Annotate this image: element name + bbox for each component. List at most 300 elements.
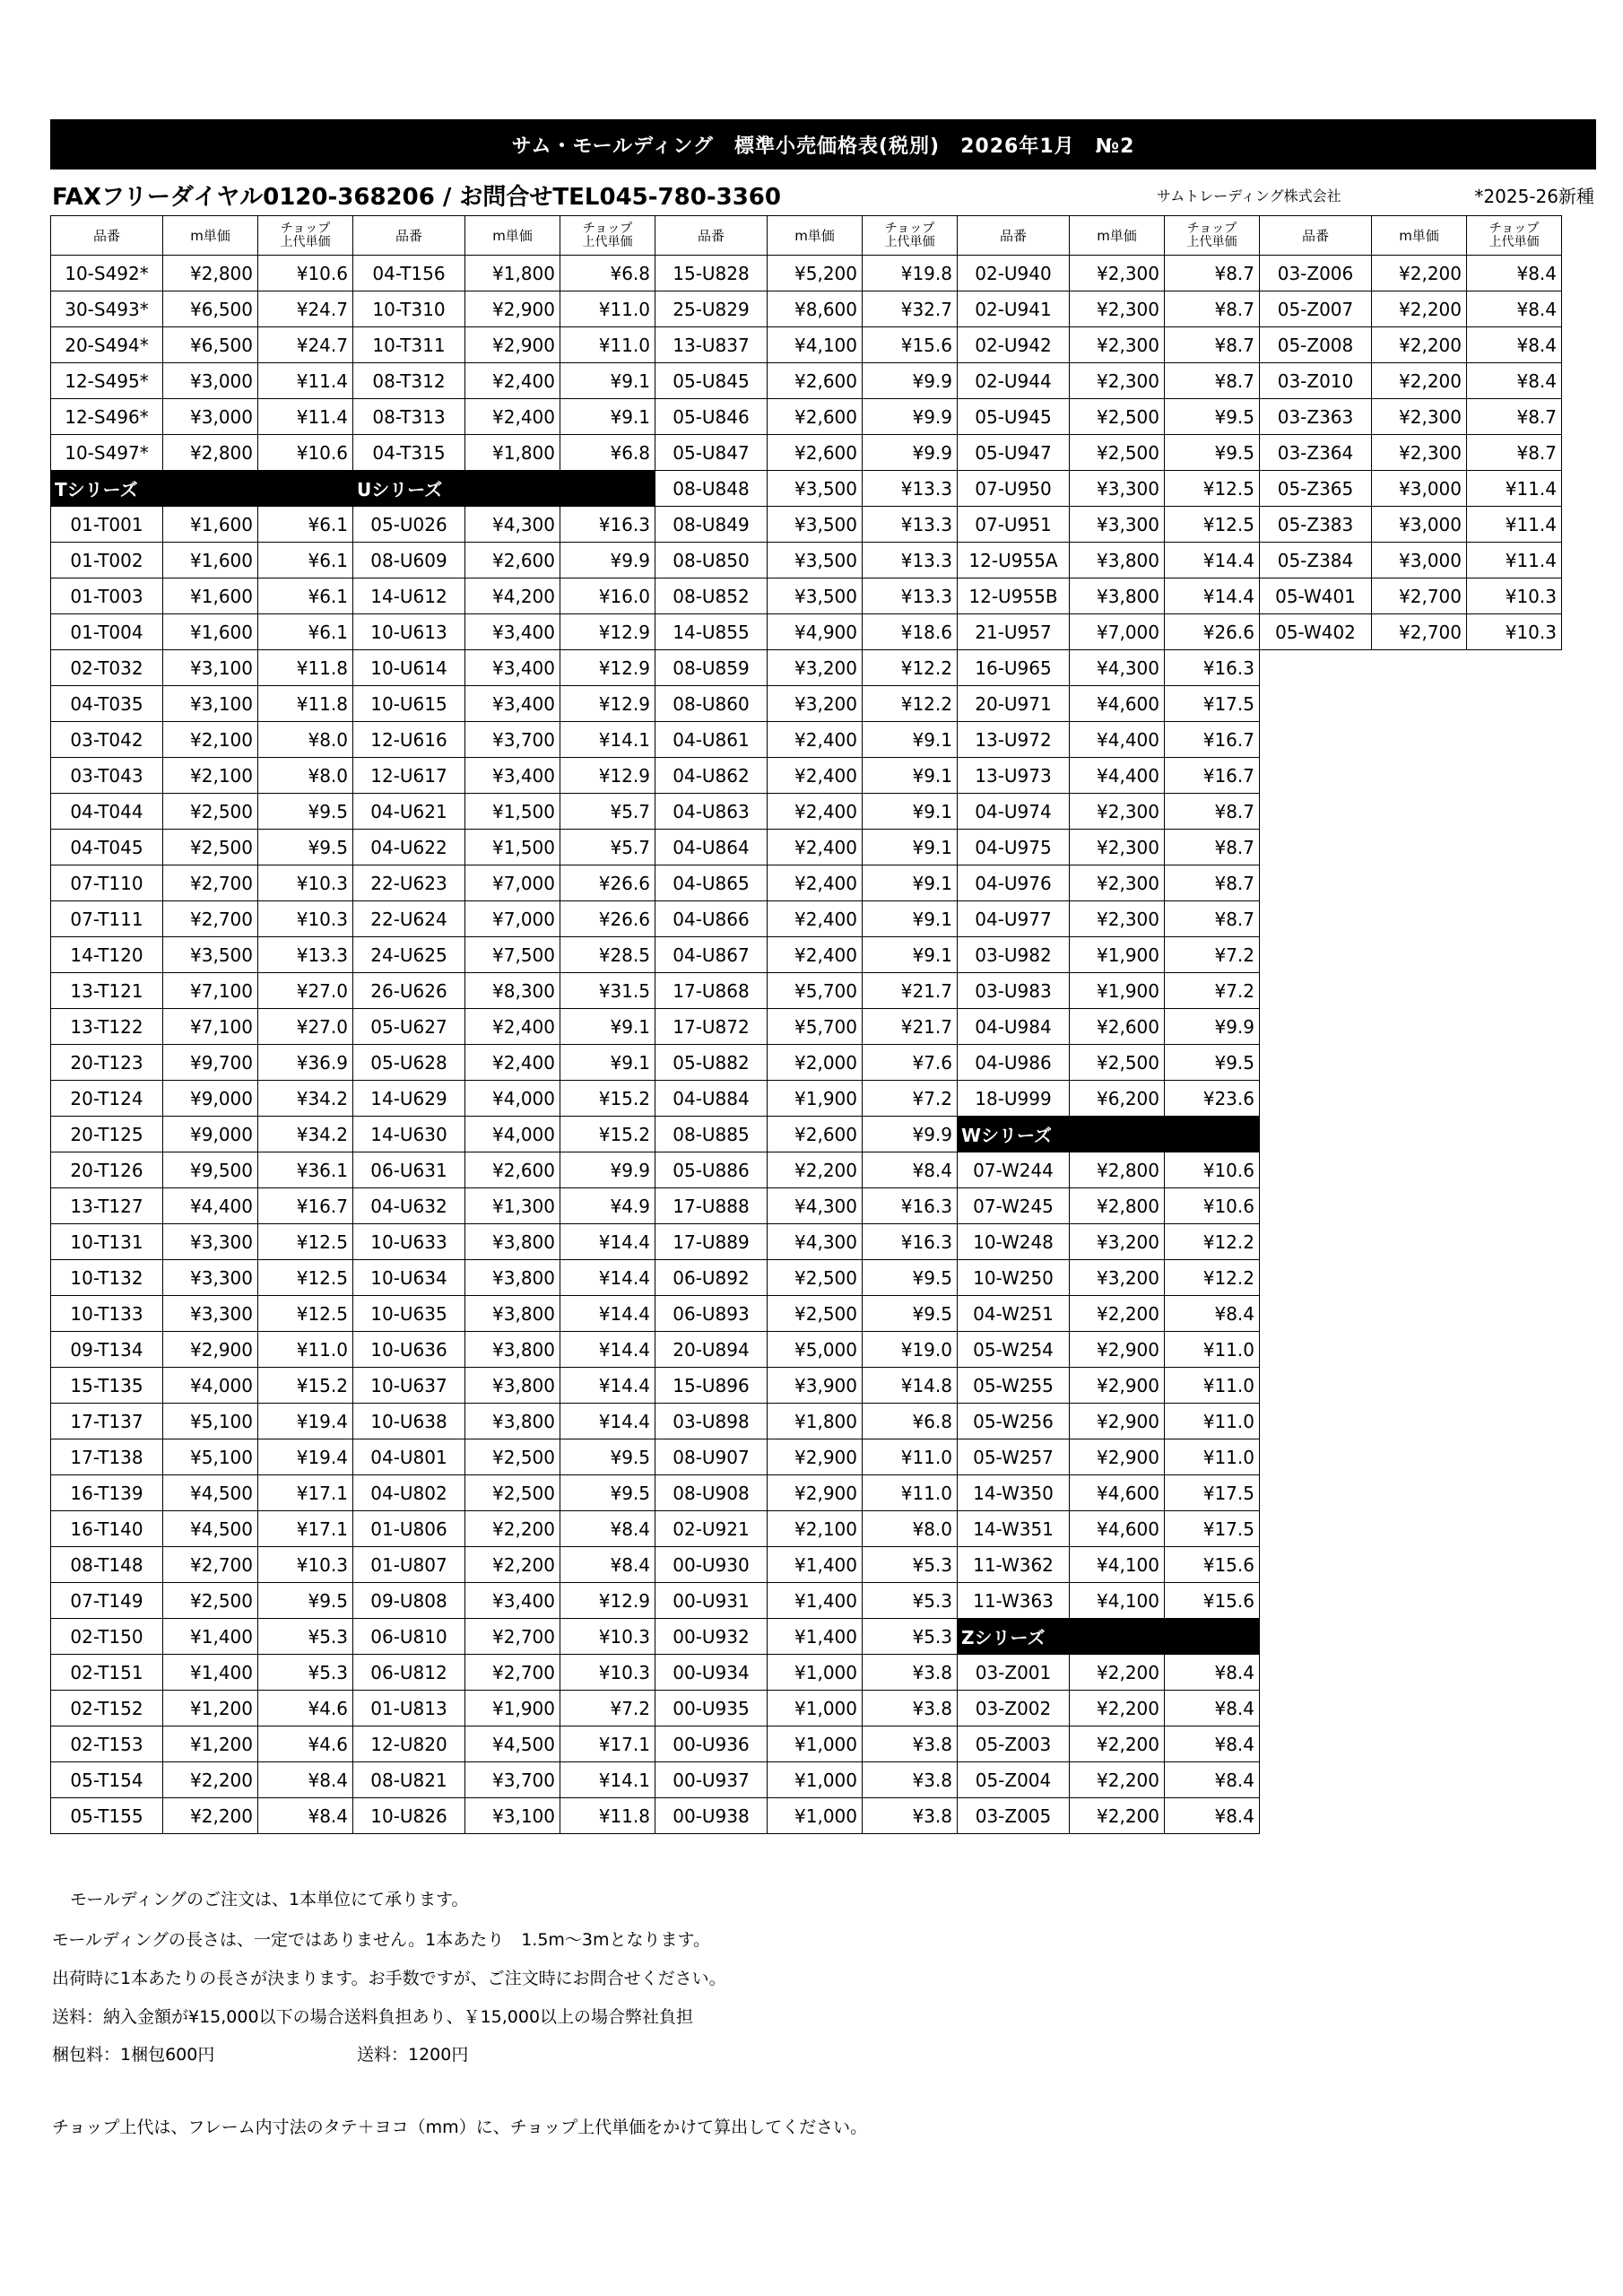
table-row xyxy=(51,1762,353,1798)
meter-price: ¥2,800 xyxy=(1070,1188,1165,1224)
table-row xyxy=(51,686,353,722)
product-code: 01-U806 xyxy=(353,1511,465,1547)
table-row xyxy=(655,1045,958,1081)
product-code: 04-U866 xyxy=(655,901,768,937)
meter-price: ¥4,300 xyxy=(1070,650,1165,686)
table-row xyxy=(958,1798,1260,1834)
product-code: 20-T125 xyxy=(51,1117,163,1152)
product-code: 10-T131 xyxy=(51,1224,163,1260)
table-row xyxy=(1260,435,1562,471)
header-chop-price: チョップ 上代単価 xyxy=(258,216,353,256)
meter-price: ¥4,400 xyxy=(163,1188,258,1224)
chop-price: ¥12.9 xyxy=(560,650,655,686)
product-code: 05-W257 xyxy=(958,1439,1070,1475)
table-row xyxy=(1260,507,1562,543)
chop-price: ¥8.7 xyxy=(1165,363,1260,399)
product-code: 30-S493* xyxy=(51,291,163,327)
product-code: 04-T156 xyxy=(353,256,465,291)
meter-price: ¥2,700 xyxy=(465,1655,560,1691)
meter-price: ¥3,800 xyxy=(1070,578,1165,614)
table-row xyxy=(655,256,958,291)
product-code: 22-U624 xyxy=(353,901,465,937)
product-code: 10-U826 xyxy=(353,1798,465,1834)
meter-price: ¥2,600 xyxy=(465,543,560,578)
chop-price: ¥14.4 xyxy=(560,1404,655,1439)
product-code: 12-U616 xyxy=(353,722,465,758)
meter-price: ¥5,700 xyxy=(768,973,863,1009)
meter-price: ¥7,000 xyxy=(1070,614,1165,650)
meter-price: ¥1,800 xyxy=(465,435,560,471)
meter-price: ¥2,400 xyxy=(465,1045,560,1081)
table-row xyxy=(655,543,958,578)
meter-price: ¥4,300 xyxy=(768,1188,863,1224)
table-row xyxy=(655,830,958,865)
table-row xyxy=(655,1475,958,1511)
product-code: 00-U934 xyxy=(655,1655,768,1691)
product-code: 25-U829 xyxy=(655,291,768,327)
meter-price: ¥2,600 xyxy=(465,1152,560,1188)
meter-price: ¥3,400 xyxy=(465,650,560,686)
table-row xyxy=(353,363,655,399)
meter-price: ¥1,400 xyxy=(768,1619,863,1655)
table-row xyxy=(655,1152,958,1188)
product-code: 13-U837 xyxy=(655,327,768,363)
meter-price: ¥4,100 xyxy=(768,327,863,363)
meter-price: ¥5,100 xyxy=(163,1439,258,1475)
chop-price: ¥27.0 xyxy=(258,1009,353,1045)
meter-price: ¥2,200 xyxy=(1070,1762,1165,1798)
table-row xyxy=(353,1332,655,1368)
meter-price: ¥2,200 xyxy=(768,1152,863,1188)
meter-price: ¥2,200 xyxy=(1070,1798,1165,1834)
meter-price: ¥2,200 xyxy=(1070,1726,1165,1762)
chop-price: ¥34.2 xyxy=(258,1081,353,1117)
product-code: 10-T133 xyxy=(51,1296,163,1332)
table-row xyxy=(353,901,655,937)
table-row xyxy=(51,291,353,327)
product-code: 05-U627 xyxy=(353,1009,465,1045)
chop-price: ¥5.7 xyxy=(560,794,655,830)
meter-price: ¥2,500 xyxy=(1070,1045,1165,1081)
chop-price: ¥17.1 xyxy=(258,1475,353,1511)
product-code: 24-U625 xyxy=(353,937,465,973)
chop-price: ¥10.6 xyxy=(258,256,353,291)
chop-price: ¥8.7 xyxy=(1467,399,1562,435)
series-header: Zシリーズ xyxy=(958,1619,1260,1655)
product-code: 00-U932 xyxy=(655,1619,768,1655)
product-code: 04-T315 xyxy=(353,435,465,471)
chop-price: ¥12.9 xyxy=(560,614,655,650)
product-code: 05-Z004 xyxy=(958,1762,1070,1798)
product-code: 09-U808 xyxy=(353,1583,465,1619)
chop-price: ¥12.5 xyxy=(258,1224,353,1260)
table-row xyxy=(353,1045,655,1081)
table-row xyxy=(958,973,1260,1009)
company-name: サムトレーディング株式会社 xyxy=(1157,187,1341,204)
meter-price: ¥3,400 xyxy=(465,686,560,722)
product-code: 10-S492* xyxy=(51,256,163,291)
note-chop-calc: チョップ上代は、フレーム内寸法のタテ＋ヨコ（mm）に、チョップ上代単価をかけて算出してください。 xyxy=(52,2118,868,2137)
product-code: 03-Z005 xyxy=(958,1798,1070,1834)
meter-price: ¥4,500 xyxy=(163,1475,258,1511)
chop-price: ¥3.8 xyxy=(863,1691,958,1726)
product-code: 05-W255 xyxy=(958,1368,1070,1404)
meter-price: ¥2,200 xyxy=(465,1511,560,1547)
meter-price: ¥1,200 xyxy=(163,1691,258,1726)
product-code: 06-U892 xyxy=(655,1260,768,1296)
table-row xyxy=(958,1224,1260,1260)
meter-price: ¥2,500 xyxy=(768,1296,863,1332)
product-code: 00-U935 xyxy=(655,1691,768,1726)
meter-price: ¥2,200 xyxy=(1372,363,1467,399)
chop-price: ¥19.4 xyxy=(258,1439,353,1475)
product-code: 05-U882 xyxy=(655,1045,768,1081)
table-row xyxy=(655,937,958,973)
chop-price: ¥9.5 xyxy=(560,1475,655,1511)
meter-price: ¥2,600 xyxy=(768,363,863,399)
meter-price: ¥3,300 xyxy=(163,1260,258,1296)
meter-price: ¥2,700 xyxy=(163,901,258,937)
meter-price: ¥2,900 xyxy=(465,327,560,363)
product-code: 12-U617 xyxy=(353,758,465,794)
meter-price: ¥9,500 xyxy=(163,1152,258,1188)
chop-price: ¥11.0 xyxy=(1165,1332,1260,1368)
product-code: 10-T132 xyxy=(51,1260,163,1296)
meter-price: ¥4,500 xyxy=(465,1726,560,1762)
chop-price: ¥26.6 xyxy=(1165,614,1260,650)
product-code: 17-U888 xyxy=(655,1188,768,1224)
table-row xyxy=(353,1511,655,1547)
fax-phone-line: FAXフリーダイヤル0120-368206 / お問合せTEL045-780-3360 xyxy=(52,183,781,211)
table-row xyxy=(353,1619,655,1655)
meter-price: ¥2,400 xyxy=(768,937,863,973)
chop-price: ¥10.3 xyxy=(258,901,353,937)
product-code: 05-U886 xyxy=(655,1152,768,1188)
meter-price: ¥2,700 xyxy=(1372,614,1467,650)
meter-price: ¥3,000 xyxy=(1372,507,1467,543)
meter-price: ¥1,000 xyxy=(768,1655,863,1691)
table-row xyxy=(958,1332,1260,1368)
series-header: Tシリーズ xyxy=(51,471,353,507)
product-code: 13-U973 xyxy=(958,758,1070,794)
chop-price: ¥8.4 xyxy=(1467,291,1562,327)
table-row xyxy=(353,1655,655,1691)
chop-price: ¥15.2 xyxy=(560,1117,655,1152)
chop-price: ¥8.0 xyxy=(258,758,353,794)
meter-price: ¥2,200 xyxy=(163,1762,258,1798)
product-code: 04-U862 xyxy=(655,758,768,794)
table-row xyxy=(655,1798,958,1834)
table-row xyxy=(655,399,958,435)
meter-price: ¥9,000 xyxy=(163,1117,258,1152)
table-row xyxy=(655,1296,958,1332)
table-row xyxy=(958,1081,1260,1117)
meter-price: ¥2,400 xyxy=(465,399,560,435)
chop-price: ¥9.1 xyxy=(560,1009,655,1045)
table-row xyxy=(51,578,353,614)
meter-price: ¥4,600 xyxy=(1070,1475,1165,1511)
new-item-note: *2025-26新種 xyxy=(1474,185,1594,207)
meter-price: ¥5,100 xyxy=(163,1404,258,1439)
table-row xyxy=(353,1081,655,1117)
meter-price: ¥7,100 xyxy=(163,973,258,1009)
chop-price: ¥8.4 xyxy=(1467,256,1562,291)
table-row xyxy=(51,507,353,543)
product-code: 10-U614 xyxy=(353,650,465,686)
chop-price: ¥8.4 xyxy=(560,1547,655,1583)
product-code: 03-T043 xyxy=(51,758,163,794)
meter-price: ¥3,500 xyxy=(768,578,863,614)
table-row xyxy=(51,830,353,865)
chop-price: ¥11.4 xyxy=(1467,471,1562,507)
table-row xyxy=(353,722,655,758)
product-code: 17-U872 xyxy=(655,1009,768,1045)
chop-price: ¥16.7 xyxy=(258,1188,353,1224)
table-row xyxy=(51,865,353,901)
meter-price: ¥2,400 xyxy=(768,865,863,901)
table-row xyxy=(655,1762,958,1798)
product-code: 05-Z383 xyxy=(1260,507,1372,543)
chop-price: ¥12.2 xyxy=(863,650,958,686)
header-code: 品番 xyxy=(655,216,768,256)
product-code: 02-T150 xyxy=(51,1619,163,1655)
product-code: 01-T004 xyxy=(51,614,163,650)
table-row xyxy=(655,614,958,650)
chop-price: ¥17.5 xyxy=(1165,1475,1260,1511)
meter-price: ¥2,500 xyxy=(768,1260,863,1296)
meter-price: ¥2,900 xyxy=(163,1332,258,1368)
meter-price: ¥2,200 xyxy=(1070,1691,1165,1726)
product-code: 16-U965 xyxy=(958,650,1070,686)
meter-price: ¥4,200 xyxy=(465,578,560,614)
table-row xyxy=(51,256,353,291)
product-code: 08-T148 xyxy=(51,1547,163,1583)
chop-price: ¥27.0 xyxy=(258,973,353,1009)
product-code: 07-T110 xyxy=(51,865,163,901)
header-chop-price: チョップ 上代単価 xyxy=(1165,216,1260,256)
table-row xyxy=(51,1188,353,1224)
chop-price: ¥15.2 xyxy=(258,1368,353,1404)
meter-price: ¥1,900 xyxy=(1070,937,1165,973)
price-table xyxy=(50,215,353,1834)
table-row xyxy=(51,1404,353,1439)
meter-price: ¥2,200 xyxy=(465,1547,560,1583)
table-row xyxy=(1260,614,1562,650)
chop-price: ¥23.6 xyxy=(1165,1081,1260,1117)
chop-price: ¥9.9 xyxy=(863,435,958,471)
meter-price: ¥2,300 xyxy=(1070,865,1165,901)
note-length: モールディングの長さは、一定ではありません。1本あたり 1.5m～3mとなります。 xyxy=(52,1930,710,1950)
table-row xyxy=(655,1726,958,1762)
header-code: 品番 xyxy=(353,216,465,256)
chop-price: ¥16.3 xyxy=(560,507,655,543)
meter-price: ¥3,400 xyxy=(465,758,560,794)
chop-price: ¥8.7 xyxy=(1165,291,1260,327)
table-row xyxy=(655,758,958,794)
chop-price: ¥5.3 xyxy=(863,1619,958,1655)
chop-price: ¥3.8 xyxy=(863,1655,958,1691)
meter-price: ¥3,800 xyxy=(465,1332,560,1368)
product-code: 03-Z006 xyxy=(1260,256,1372,291)
table-row xyxy=(51,1296,353,1332)
product-code: 05-W254 xyxy=(958,1332,1070,1368)
product-code: 00-U936 xyxy=(655,1726,768,1762)
product-code: 05-U846 xyxy=(655,399,768,435)
table-row xyxy=(958,937,1260,973)
product-code: 01-T003 xyxy=(51,578,163,614)
meter-price: ¥4,000 xyxy=(465,1117,560,1152)
meter-price: ¥2,600 xyxy=(1070,1009,1165,1045)
series-header-row xyxy=(353,471,655,507)
table-row xyxy=(51,1117,353,1152)
meter-price: ¥2,500 xyxy=(163,794,258,830)
meter-price: ¥1,800 xyxy=(465,256,560,291)
product-code: 05-Z003 xyxy=(958,1726,1070,1762)
product-code: 08-U609 xyxy=(353,543,465,578)
meter-price: ¥2,900 xyxy=(768,1475,863,1511)
chop-price: ¥24.7 xyxy=(258,327,353,363)
chop-price: ¥8.7 xyxy=(1165,830,1260,865)
product-code: 05-T155 xyxy=(51,1798,163,1834)
chop-price: ¥9.5 xyxy=(560,1439,655,1475)
meter-price: ¥2,800 xyxy=(163,256,258,291)
chop-price: ¥14.8 xyxy=(863,1368,958,1404)
product-code: 16-T139 xyxy=(51,1475,163,1511)
table-row xyxy=(655,1511,958,1547)
meter-price: ¥4,500 xyxy=(163,1511,258,1547)
table-row xyxy=(51,399,353,435)
product-code: 02-T152 xyxy=(51,1691,163,1726)
chop-price: ¥8.7 xyxy=(1165,865,1260,901)
chop-price: ¥9.1 xyxy=(863,901,958,937)
product-code: 15-U828 xyxy=(655,256,768,291)
table-row xyxy=(958,686,1260,722)
product-code: 16-T140 xyxy=(51,1511,163,1547)
chop-price: ¥6.1 xyxy=(258,543,353,578)
chop-price: ¥8.4 xyxy=(560,1511,655,1547)
table-row xyxy=(51,1045,353,1081)
chop-price: ¥6.1 xyxy=(258,578,353,614)
table-row xyxy=(51,1547,353,1583)
note-order-unit: モールディングのご注文は、1本単位にて承ります。 xyxy=(70,1890,469,1909)
meter-price: ¥1,500 xyxy=(465,830,560,865)
chop-price: ¥9.9 xyxy=(1165,1009,1260,1045)
table-row xyxy=(51,1583,353,1619)
meter-price: ¥3,400 xyxy=(465,1583,560,1619)
table-row xyxy=(51,543,353,578)
chop-price: ¥12.2 xyxy=(1165,1224,1260,1260)
meter-price: ¥1,600 xyxy=(163,543,258,578)
product-code: 17-U868 xyxy=(655,973,768,1009)
chop-price: ¥12.5 xyxy=(258,1296,353,1332)
table-row xyxy=(353,1117,655,1152)
meter-price: ¥2,400 xyxy=(768,758,863,794)
product-code: 12-U955B xyxy=(958,578,1070,614)
table-row xyxy=(353,291,655,327)
meter-price: ¥3,800 xyxy=(465,1260,560,1296)
meter-price: ¥4,400 xyxy=(1070,722,1165,758)
meter-price: ¥2,200 xyxy=(163,1798,258,1834)
chop-price: ¥8.7 xyxy=(1165,794,1260,830)
chop-price: ¥9.5 xyxy=(1165,1045,1260,1081)
meter-price: ¥2,900 xyxy=(1070,1439,1165,1475)
table-row xyxy=(958,1009,1260,1045)
chop-price: ¥24.7 xyxy=(258,291,353,327)
table-row xyxy=(353,1368,655,1404)
product-code: 04-U622 xyxy=(353,830,465,865)
chop-price: ¥9.9 xyxy=(863,399,958,435)
meter-price: ¥2,300 xyxy=(1070,901,1165,937)
product-code: 10-U615 xyxy=(353,686,465,722)
chop-price: ¥36.1 xyxy=(258,1152,353,1188)
table-row xyxy=(655,865,958,901)
product-code: 02-T153 xyxy=(51,1726,163,1762)
meter-price: ¥1,800 xyxy=(768,1404,863,1439)
product-code: 02-U921 xyxy=(655,1511,768,1547)
product-code: 04-U976 xyxy=(958,865,1070,901)
product-code: 21-U957 xyxy=(958,614,1070,650)
table-row xyxy=(353,1547,655,1583)
chop-price: ¥8.7 xyxy=(1165,327,1260,363)
meter-price: ¥3,000 xyxy=(163,363,258,399)
product-code: 05-Z008 xyxy=(1260,327,1372,363)
product-code: 10-S497* xyxy=(51,435,163,471)
meter-price: ¥6,500 xyxy=(163,291,258,327)
product-code: 17-U889 xyxy=(655,1224,768,1260)
table-row xyxy=(353,1296,655,1332)
product-code: 03-U982 xyxy=(958,937,1070,973)
product-code: 08-U848 xyxy=(655,471,768,507)
series-header-row xyxy=(958,1117,1260,1152)
product-code: 11-W363 xyxy=(958,1583,1070,1619)
chop-price: ¥16.0 xyxy=(560,578,655,614)
chop-price: ¥5.3 xyxy=(258,1619,353,1655)
product-code: 07-T149 xyxy=(51,1583,163,1619)
table-row xyxy=(655,291,958,327)
note-shipping-fee: 送料：1200円 xyxy=(357,2045,469,2065)
meter-price: ¥2,100 xyxy=(163,722,258,758)
product-code: 20-U971 xyxy=(958,686,1070,722)
meter-price: ¥2,000 xyxy=(768,1045,863,1081)
table-row xyxy=(353,327,655,363)
table-row xyxy=(51,1081,353,1117)
table-row xyxy=(958,363,1260,399)
table-row xyxy=(958,865,1260,901)
chop-price: ¥11.8 xyxy=(258,650,353,686)
meter-price: ¥2,500 xyxy=(163,830,258,865)
table-row xyxy=(51,1368,353,1404)
note-packing-row xyxy=(52,2041,469,2066)
chop-price: ¥16.3 xyxy=(863,1224,958,1260)
product-code: 05-U947 xyxy=(958,435,1070,471)
price-table xyxy=(655,215,958,1834)
chop-price: ¥4.6 xyxy=(258,1726,353,1762)
chop-price: ¥8.4 xyxy=(1165,1798,1260,1834)
table-row xyxy=(655,973,958,1009)
chop-price: ¥19.8 xyxy=(863,256,958,291)
meter-price: ¥2,900 xyxy=(1070,1404,1165,1439)
meter-price: ¥2,800 xyxy=(163,435,258,471)
chop-price: ¥8.7 xyxy=(1165,256,1260,291)
chop-price: ¥7.2 xyxy=(1165,973,1260,1009)
product-code: 13-T122 xyxy=(51,1009,163,1045)
table-row xyxy=(353,507,655,543)
chop-price: ¥9.1 xyxy=(863,830,958,865)
product-code: 10-U637 xyxy=(353,1368,465,1404)
meter-price: ¥2,200 xyxy=(1372,256,1467,291)
table-row xyxy=(958,578,1260,614)
table-row xyxy=(51,1475,353,1511)
